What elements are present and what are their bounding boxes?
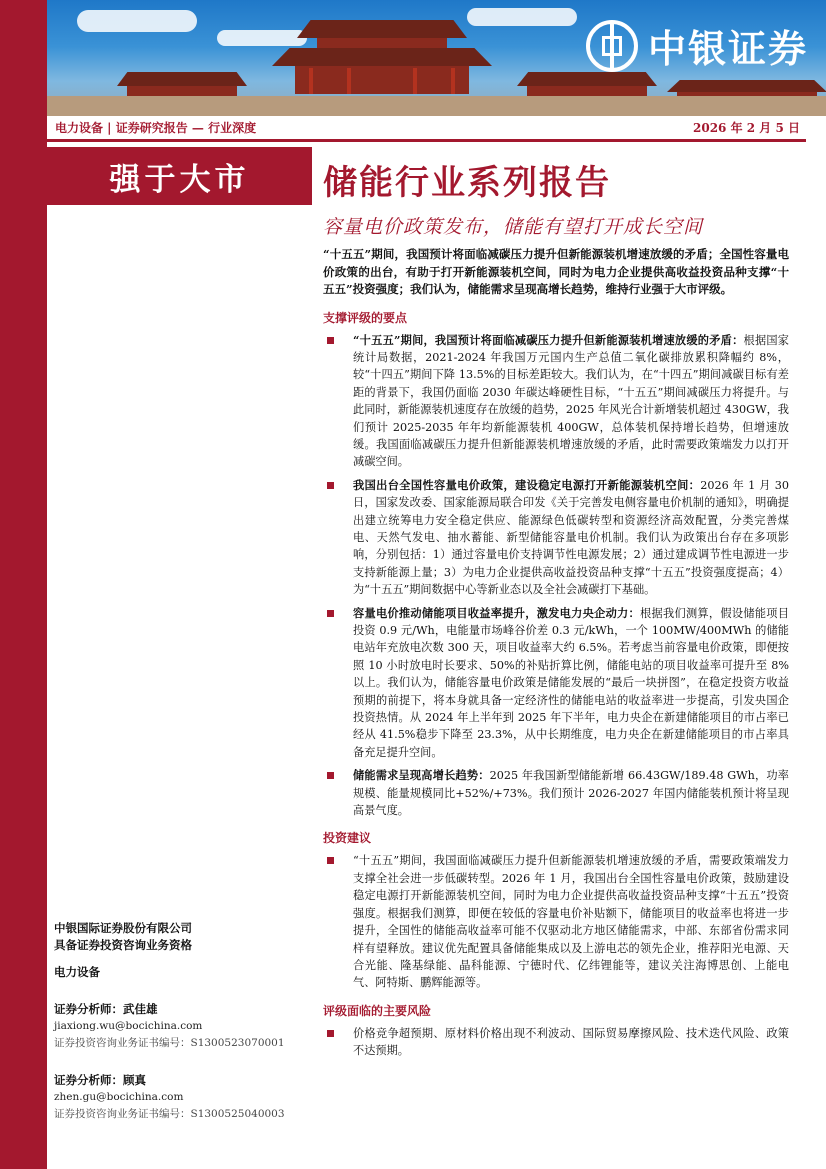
analyst-license: 证券投资咨询业务证书编号：S1300523070001 <box>54 1037 285 1049</box>
analyst-license: 证券投资咨询业务证书编号：S1300525040003 <box>54 1108 285 1120</box>
section-heading: 投资建议 <box>323 831 372 846</box>
header-banner-image <box>47 0 826 116</box>
brand-name: 中银证券 <box>647 27 808 71</box>
list-item: “十五五”期间，我国面临减碳压力提升但新能源装机增速放缓的矛盾，需要政策端发力支撑全社会进一步低碳转型。2026 年 1 月，我国出台全国性容量电价政策，鼓励建设稳定电源打开新能源装机空间，同时为电力企业提供高收益投资品种支撑“十五五”投资强度。根据我们测算，即便在较低的容量电价补贴额下，储能项目的收益率也将进一步提升，全国性的储能高收益率可能不仅驱动北方地区储能需求，中部、东部省份需求同样有望释放。建议优先配置具备储能集成以及上游电芯的领先企业，推荐阳光电源、天合光能、隆基绿能、晶科能源、宁德时代、亿纬锂能等，建议关注海博思创、上能电气、阿特斯、鹏辉能源等。 <box>323 852 789 991</box>
list-item: 储能需求呈现高增长趋势：2025 年我国新型储能新增 66.43GW/189.48 GWh，功率规模、能量规模同比+52%/+73%。我们预计 2026-2027 年国内储能装机预计将呈现高景气度。 <box>323 767 789 819</box>
list-item: 我国出台全国性容量电价政策，建设稳定电源打开新能源装机空间：2026 年 1 月 30 日，国家发改委、国家能源局联合印发《关于完善发电侧容量电价机制的通知》，明确提出建立统筹电力安全稳定供应、能源绿色低碳转型和资源经济高效配置，分类完善煤电、天然气发电、抽水蓄能、新型储能容量电价机制。我们认为政策出台存在多项影响，分别包括：1）通过容量电价支持调节性电源发展；2）通过建成调节性电源进一步支持新能源上量；3）为电力企业提供高收益投资品种支撑“十五五”投资强度提高；4）为“十五五”期间数据中心等新业态以及全社会减碳打下基础。 <box>323 477 789 599</box>
rating-text: 强于大市 <box>109 161 250 198</box>
analyst-title: 证券分析师：武佳雄 <box>54 1002 158 1016</box>
bullet-square-icon <box>327 857 334 864</box>
bullet-square-icon <box>327 610 334 617</box>
rating-badge <box>47 147 312 205</box>
qualification: 具备证券投资咨询业务资格 <box>54 938 192 952</box>
bullet-square-icon <box>327 772 334 779</box>
analyst-title: 证券分析师：顾真 <box>54 1073 146 1087</box>
list-item: 容量电价推动储能项目收益率提升，激发电力央企动力：根据我们测算，假设储能项目投资 0.9 元/Wh，电能量市场峰谷价差 0.3 元/kWh，一个 100MW/400MWh 的储能电站年充放电次数 300 天，项目收益率大约 6.5%。若考虑当前容量电价政策，即便按照 10 小时放电时长要求、50%的补贴折算比例，储能电站的项目收益率可提升至 8%以上。我们认为，储能容量电价政策是储能发展的“最后一块拼图”，在稳定投资方收益预期的前提下，将本身就具备一定经济性的储能电站的收益率进一步提高，引发央国企投资热情。从 2024 年上半年到 2025 年下半年，电力央企在新建储能项目的市占率已经从 41.5%稳步下降至 23.3%，从中长期维度，电力央企在新建储能项目的市占率具备充足提升空间。 <box>323 605 789 762</box>
list-item: “十五五”期间，我国预计将面临减碳压力提升但新能源装机增速放缓的矛盾：根据国家统计局数据，2021-2024 年我国万元国内生产总值二氧化碳排放累积降幅约 8%，较“十四五”期间下降 13.5%的目标差距较大。我们认为，在“十四五”期间减碳目标有差距的背景下，我国仍面临 2030 年碳达峰硬性目标，“十五五”期间减碳压力将提升。与此同时，新能源装机速度存在放缓的趋势，2025 年风光合计新增装机超过 430GW，我们预计 2025-2035 年年均新能源装机 400GW，总体装机保持增长趋势，但增速放缓。我国面临减碳压力提升但新能源装机增速放缓的矛盾，此时需要政策端发力以打开减碳空间。 <box>323 332 789 471</box>
section-heading: 支撑评级的要点 <box>323 310 408 325</box>
report-meta-bar <box>47 116 806 142</box>
section-heading: 评级面临的主要风险 <box>323 1003 432 1018</box>
boc-logo-icon <box>586 20 638 72</box>
report-title: 储能行业系列报告 <box>323 163 611 203</box>
list-item: 价格竞争超预期、原材料价格出现不利波动、国际贸易摩擦风险、技术迭代风险、政策不达预期。 <box>323 1025 789 1060</box>
brand-logo <box>586 18 808 73</box>
sector-name: 电力设备 <box>54 965 100 979</box>
section-list <box>323 332 789 820</box>
section-list <box>323 852 789 991</box>
report-subtitle: 容量电价政策发布，储能有望打开成长空间 <box>323 216 704 238</box>
analyst-email: jiaxiong.wu@bocichina.com <box>54 1020 203 1032</box>
summary-paragraph: “十五五”期间，我国预计将面临减碳压力提升但新能源装机增速放缓的矛盾；全国性容量电价政策的出台，有助于打开新能源装机空间，同时为电力企业提供高收益投资品种支撑“十五五”投资强度；我们认为，储能需求呈现高增长趋势，维持行业强于大市评级。 <box>323 247 789 296</box>
section-list <box>323 1025 789 1060</box>
analyst-email: zhen.gu@bocichina.com <box>54 1091 184 1103</box>
report-body <box>323 246 789 1066</box>
report-date: 2026 年 2 月 5 日 <box>693 121 800 135</box>
bullet-square-icon <box>327 1030 334 1037</box>
left-accent-bar <box>0 0 47 1169</box>
report-category: 电力设备 | 证券研究报告 — 行业深度 <box>55 121 257 135</box>
bullet-square-icon <box>327 337 334 344</box>
bullet-square-icon <box>327 482 334 489</box>
company-name: 中银国际证券股份有限公司 <box>54 921 192 935</box>
analyst-sidebar <box>54 920 314 1123</box>
